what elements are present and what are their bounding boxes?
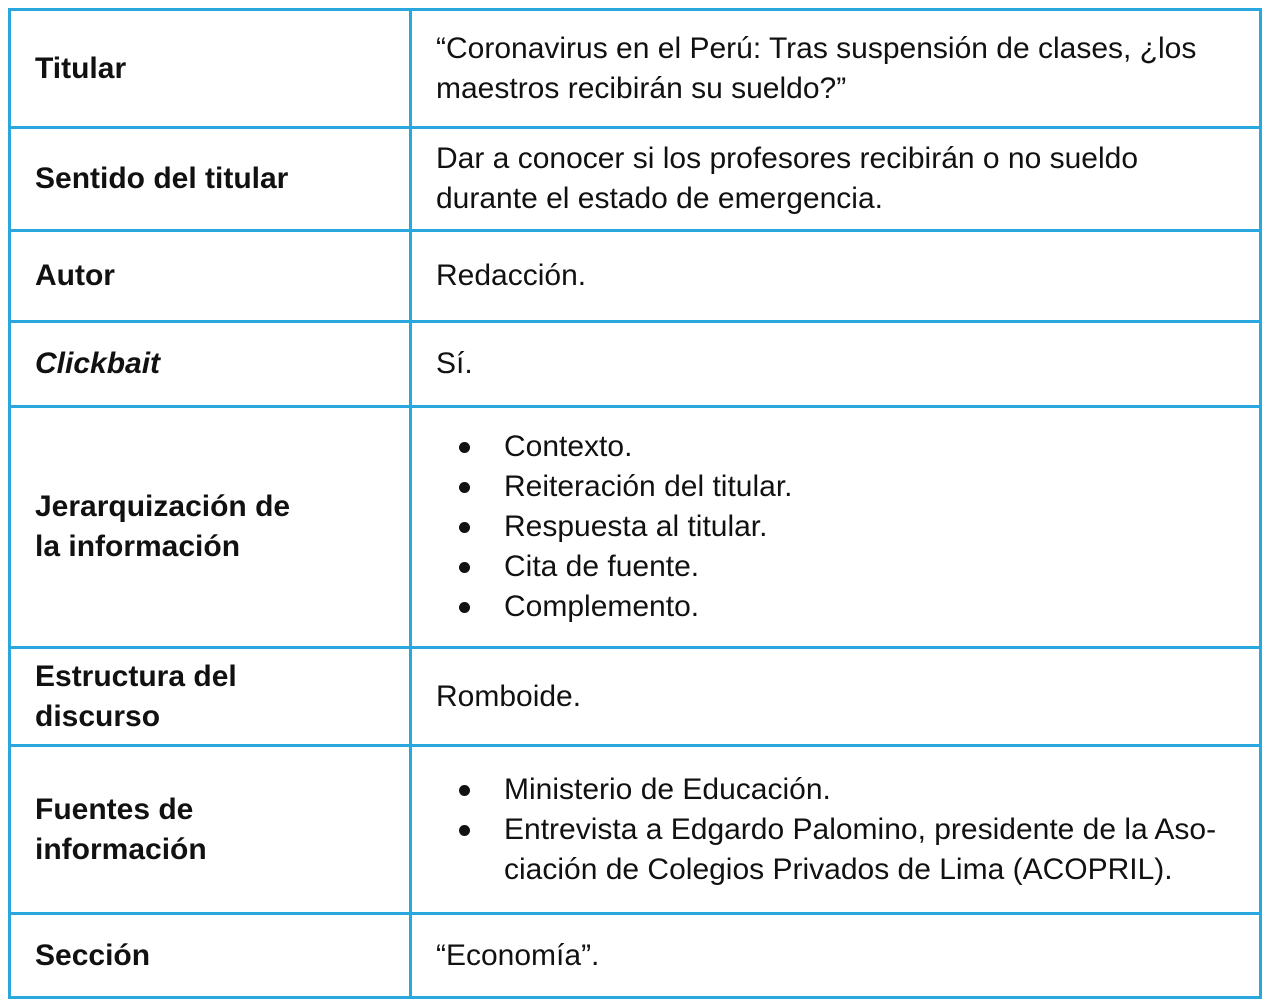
label-seccion: Sección bbox=[10, 914, 411, 998]
label-clickbait: Clickbait bbox=[10, 322, 411, 407]
jerarquizacion-list bbox=[436, 427, 1243, 627]
list-item: Respuesta al titular. bbox=[436, 507, 1243, 547]
value-clickbait: Sí. bbox=[411, 322, 1261, 407]
value-sentido-line-2: durante el estado de emergencia. bbox=[436, 182, 883, 215]
list-item: Contexto. bbox=[436, 427, 1243, 467]
value-jerarquizacion bbox=[411, 407, 1261, 648]
value-titular-line-2: maestros recibirán su sueldo?” bbox=[436, 71, 847, 105]
row-fuentes bbox=[10, 746, 1261, 914]
fuentes-list bbox=[436, 770, 1243, 890]
label-jerarquizacion-line-1: Jerarquización de bbox=[35, 490, 291, 523]
list-item bbox=[436, 810, 1243, 890]
row-seccion bbox=[10, 914, 1261, 998]
list-item: Reiteración del titular. bbox=[436, 467, 1243, 507]
label-titular: Titular bbox=[10, 10, 411, 128]
label-autor: Autor bbox=[10, 231, 411, 322]
label-sentido: Sentido del titular bbox=[10, 128, 411, 231]
bullet-icon bbox=[459, 522, 470, 533]
row-jerarquizacion bbox=[10, 407, 1261, 648]
row-clickbait bbox=[10, 322, 1261, 407]
label-jerarquizacion bbox=[10, 407, 411, 648]
bullet-icon bbox=[459, 825, 470, 836]
row-estructura bbox=[10, 648, 1261, 746]
value-fuentes bbox=[411, 746, 1261, 914]
value-titular-line-1: “Coronavirus en el Perú: Tras suspensión de clases, ¿los bbox=[436, 31, 1197, 65]
value-sentido-line-1: Dar a conocer si los profesores recibirán o no sueldo bbox=[436, 142, 1139, 175]
bullet-icon bbox=[459, 602, 470, 613]
label-fuentes-line-2: información bbox=[35, 832, 207, 866]
value-seccion: “Economía”. bbox=[411, 914, 1261, 998]
bullet-icon bbox=[459, 785, 470, 796]
value-titular bbox=[411, 10, 1261, 128]
bullet-icon bbox=[459, 482, 470, 493]
bullet-icon bbox=[459, 442, 470, 453]
value-sentido bbox=[411, 128, 1261, 231]
news-analysis-table bbox=[8, 8, 1262, 999]
row-sentido bbox=[10, 128, 1261, 231]
fuentes-item-2-line-1: Entrevista a Edgardo Palomino, presidente de la Aso- bbox=[504, 812, 1217, 846]
label-estructura bbox=[10, 648, 411, 746]
row-autor bbox=[10, 231, 1261, 322]
list-item: Ministerio de Educación. bbox=[436, 770, 1243, 810]
label-estructura-line-1: Estructura del bbox=[35, 659, 237, 693]
label-estructura-line-2: discurso bbox=[35, 699, 161, 733]
bullet-icon bbox=[459, 562, 470, 573]
row-titular bbox=[10, 10, 1261, 128]
fuentes-item-2-line-2: ciación de Colegios Privados de Lima (ACOPRIL). bbox=[504, 852, 1173, 886]
value-estructura: Romboide. bbox=[411, 648, 1261, 746]
label-fuentes-line-1: Fuentes de bbox=[35, 792, 194, 826]
list-item: Complemento. bbox=[436, 587, 1243, 627]
value-autor: Redacción. bbox=[411, 231, 1261, 322]
label-fuentes bbox=[10, 746, 411, 914]
news-analysis-sheet bbox=[8, 8, 1262, 999]
label-jerarquizacion-line-2: la información bbox=[35, 530, 241, 563]
list-item: Cita de fuente. bbox=[436, 547, 1243, 587]
